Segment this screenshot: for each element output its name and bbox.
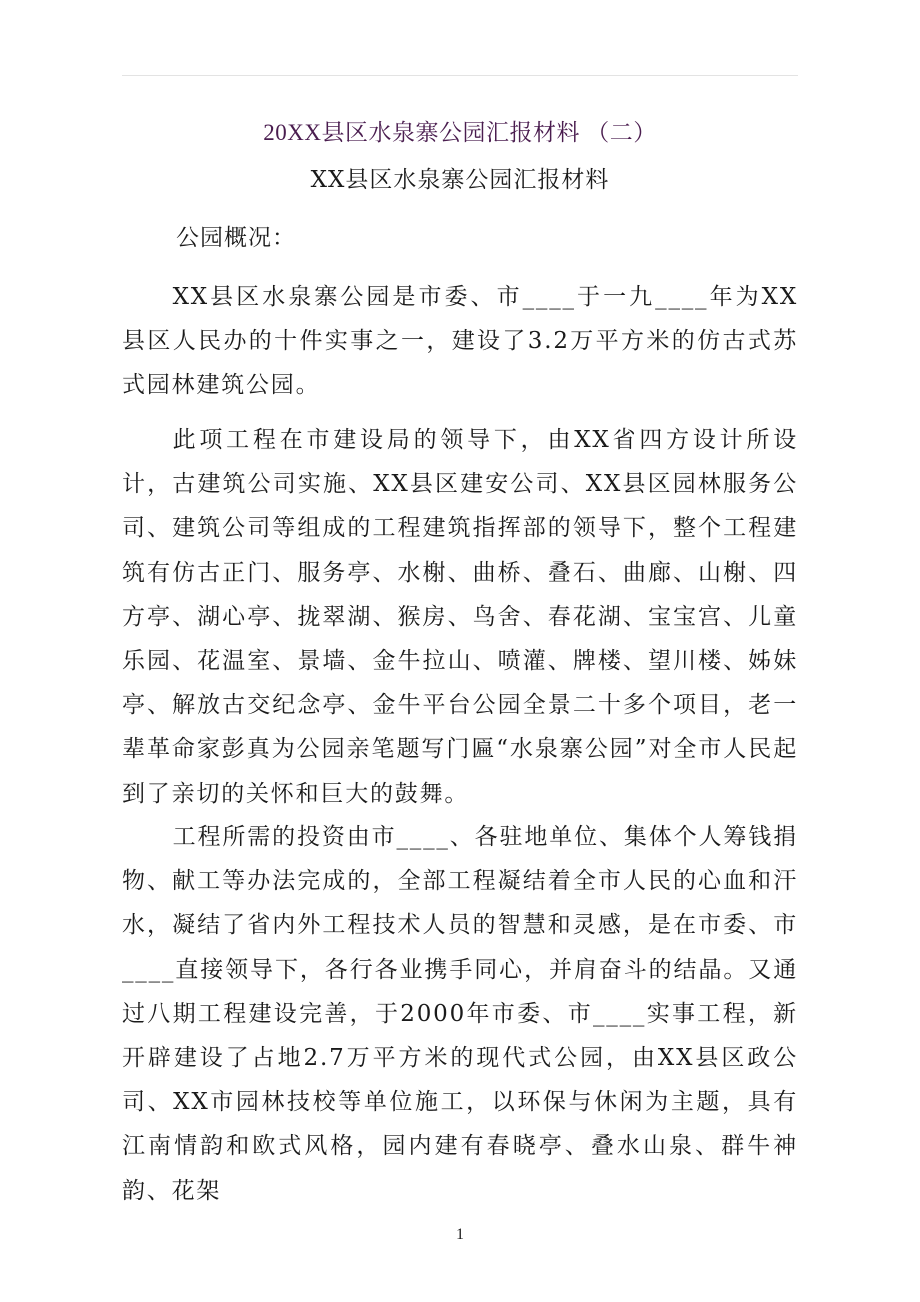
body-paragraph: 此项工程在市建设局的领导下，由XX省四方设计所设计，古建筑公司实施、XX县区建安公司、XX县区园林服务公司、建筑公司等组成的工程建筑指挥部的领导下，整个工程建筑有仿古正门、服务亭、水榭、曲桥、叠石、曲廊、山榭、四方亭、湖心亭、拢翠湖、猴房、鸟舍、春花湖、宝宝宫、儿童乐园、花温室、景墙、金牛拉山、喷灌、牌楼、望川楼、姊妹亭、解放古交纪念亭、金牛平台公园全景二十多个项目，老一辈革命家彭真为公园亲笔题写门匾“水泉寨公园”对全市人民起到了亲切的关怀和巨大的鼓舞。 xyxy=(122,427,798,807)
section-heading: 公园概况： xyxy=(176,225,296,251)
document-title: 20XX县区水泉寨公园汇报材料 （二） xyxy=(263,120,657,145)
header-divider xyxy=(122,75,798,76)
body-paragraph: XX县区水泉寨公园是市委、市____于一九____年为XX县区人民办的十件实事之一，建设了3.2万平方米的仿古式苏式园林建筑公园。 xyxy=(122,284,798,399)
body-paragraph: 工程所需的投资由市____、各驻地单位、集体个人筹钱捐物、献工等办法完成的，全部工程凝结着全市人民的心血和汗水，凝结了省内外工程技术人员的智慧和灵感，是在市委、市____直接领导下，各行各业携手同心，并肩奋斗的结晶。又通过八期工程建设完善，于2000年市委、市____实事工程，新开辟建设了占地2.7万平方米的现代式公园，由XX县区政公司、XX市园林技校等单位施工，以环保与休闲为主题，具有江南情韵和欧式风格，园内建有春晓亭、叠水山泉、群牛神韵、花架 xyxy=(122,824,798,1204)
document-subtitle: XX县区水泉寨公园汇报材料 xyxy=(310,167,610,193)
page-number: 1 xyxy=(456,1226,464,1243)
